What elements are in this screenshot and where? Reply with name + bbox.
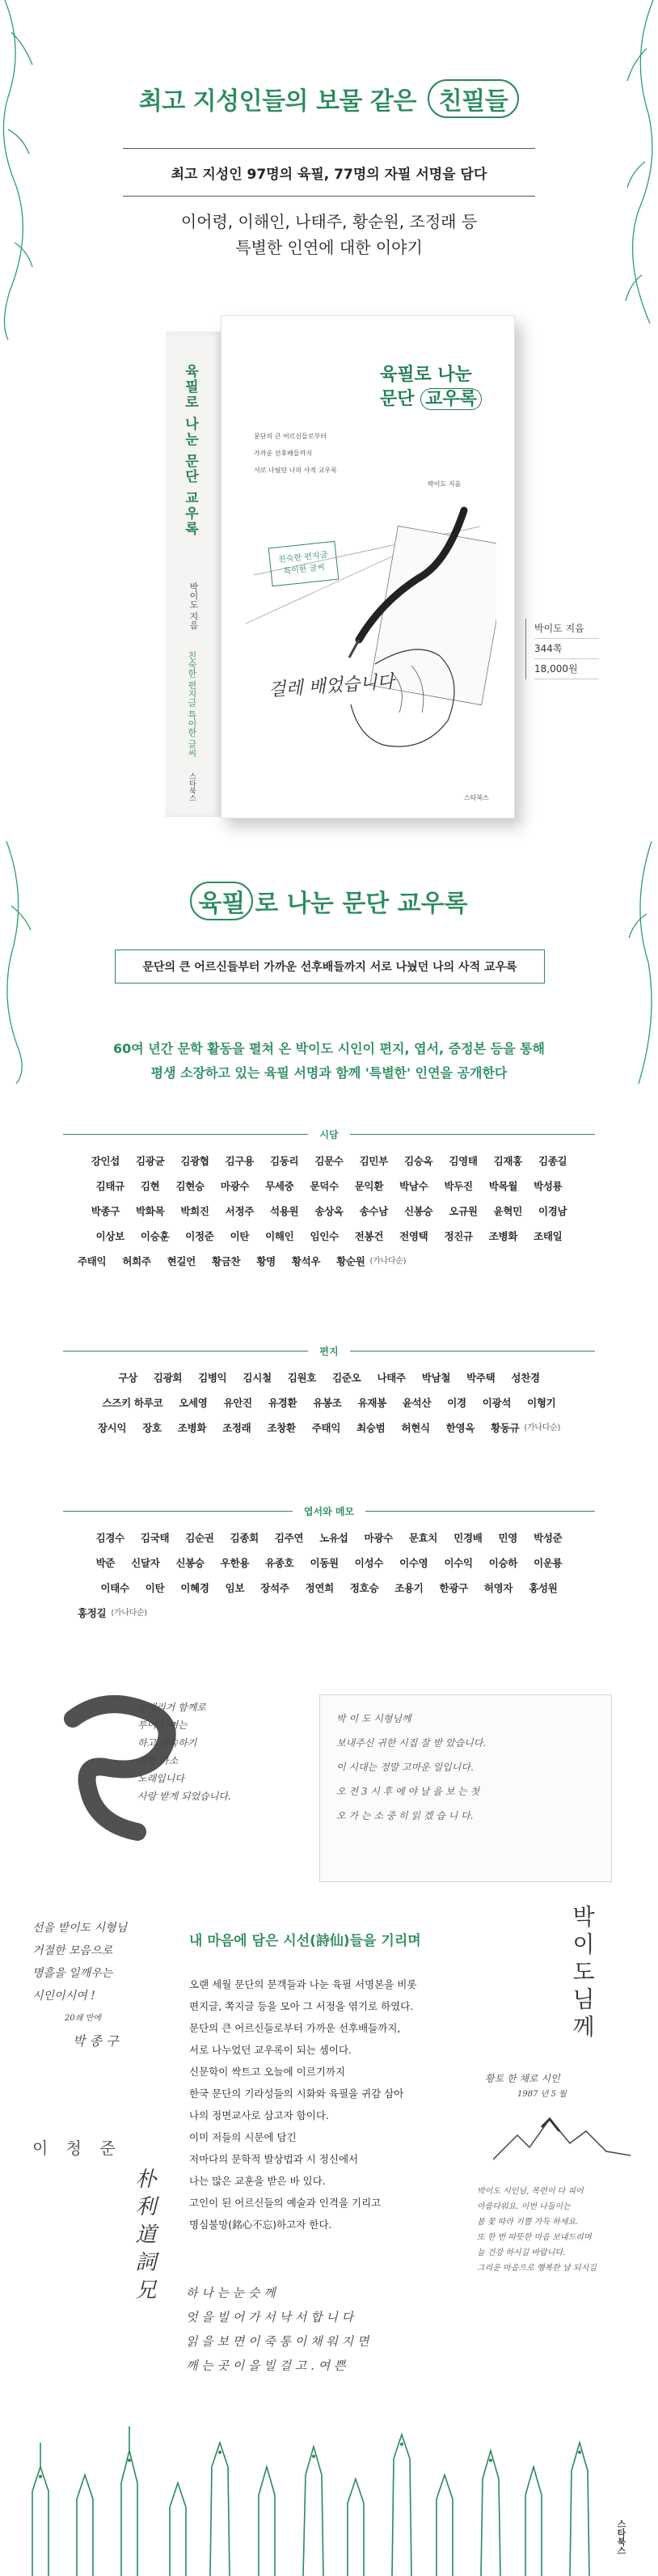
cover-title-line-2 [380, 387, 482, 412]
handwritten-note-right [485, 2071, 567, 2103]
name: 문익환 [354, 1180, 384, 1192]
name: 유봉조 [313, 1397, 342, 1409]
name: 황순원 [336, 1255, 365, 1267]
name: 김문수 [314, 1155, 344, 1167]
category-title: 시담 [308, 1129, 349, 1140]
name: 이형기 [527, 1397, 556, 1409]
name: 이성수 [354, 1557, 384, 1569]
stamp-line: 친숙한 편지글 [277, 550, 328, 565]
subtitle-line-2: 특별한 인연에 대한 이야기 [235, 238, 423, 257]
letter-line: 오 가 는 소 중 히 읽 겠 습 니 다. [336, 1810, 474, 1821]
name: 성찬경 [511, 1372, 540, 1384]
dedication-line: 선을 받이도 시형님 [32, 1922, 128, 1935]
name: 김승옥 [403, 1155, 433, 1167]
dedication-line: 20쇄 만에 [65, 2014, 101, 2023]
info-price: 18,000원 [534, 659, 599, 679]
letter-line: 보내주신 귀한 시집 잘 받 았습니다. [336, 1737, 487, 1749]
name: 김민부 [359, 1155, 388, 1167]
note-line: 읽 을 보 면 이 죽 통 이 채 워 지 면 [186, 2334, 369, 2349]
name: 송수남 [359, 1205, 388, 1217]
brush-signature-left: 朴 利 道 詞 兄 [132, 2168, 156, 2300]
spine-tagline: 친숙한 편지글 특이한 글씨 [187, 651, 197, 758]
stamp-line: 특이한 글씨 [283, 563, 326, 577]
note-line: 깨 는 곳 이 을 빌 걸 고 . 여 쁜 [186, 2358, 346, 2373]
name-row [63, 1199, 595, 1224]
cover-title-circled: 교우록 [420, 388, 482, 410]
pen-hand-illustration [238, 478, 496, 769]
cover-description [254, 428, 337, 479]
name: 홍정길 [78, 1607, 107, 1619]
note-line: 1987 년 5 월 [517, 2090, 567, 2099]
name: 이승훈 [140, 1230, 170, 1242]
name: 김현 [140, 1180, 160, 1192]
name: 허영자 [483, 1582, 513, 1594]
letter-manuscript-center [319, 1694, 612, 1882]
name: 이동원 [310, 1557, 339, 1569]
name: 김시철 [243, 1372, 272, 1384]
essay-line: 나는 많은 교훈을 받은 바 있다. [189, 2175, 326, 2187]
signature-right-vertical: 박이도님께 [569, 1905, 596, 2042]
category-sidam [63, 1126, 595, 1274]
name: 나태주 [377, 1372, 406, 1384]
name: 황석우 [291, 1255, 321, 1267]
name: 박목월 [488, 1180, 518, 1192]
name: 장호 [142, 1422, 162, 1434]
name-row [63, 1224, 595, 1249]
headline-text: 최고 지성인들의 보물 같은 [138, 87, 424, 116]
spine-title: 육필로 나눈 문단 교우록 [182, 364, 198, 537]
name: 조태일 [534, 1230, 563, 1242]
name: 유안진 [223, 1397, 252, 1409]
sort-note: (가나다순) [524, 1423, 561, 1432]
sort-note: (가나다순) [369, 1257, 407, 1266]
name: 강인섭 [91, 1155, 120, 1167]
name: 홍성원 [529, 1582, 558, 1594]
name: 오규원 [449, 1205, 478, 1217]
name: 스즈키 하루코 [102, 1397, 163, 1409]
fountain-pens-illustration [0, 2418, 658, 2576]
name: 임보 [225, 1582, 245, 1594]
name-row [63, 1390, 595, 1415]
name-row [63, 1601, 595, 1626]
info-pages: 344쪽 [534, 639, 599, 659]
name: 문효치 [408, 1532, 438, 1544]
name: 이광석 [482, 1397, 512, 1409]
headline-circled-text: 친필들 [428, 79, 519, 118]
handwritten-note-topleft: 눈내리거 함께로 투어 다며는 하고 귀속하기 고향 가소 노래입니다 사랑 받게 되었습니다. [137, 1702, 231, 1802]
category-letters [63, 1343, 595, 1440]
name: 허희주 [122, 1255, 151, 1267]
name: 박두진 [444, 1180, 473, 1192]
name: 마광수 [220, 1180, 250, 1192]
name: 박화목 [136, 1205, 165, 1217]
name: 이수익 [444, 1557, 473, 1569]
name: 박종구 [91, 1205, 120, 1217]
cover-publisher: 스타북스 [464, 794, 489, 802]
name: 김원호 [287, 1372, 317, 1384]
name: 윤혁민 [493, 1205, 522, 1217]
name: 박성준 [534, 1532, 563, 1544]
name: 황금찬 [211, 1255, 241, 1267]
name: 김주연 [274, 1532, 304, 1544]
essay-line: 명심불망(銘心不忘)하고자 한다. [189, 2219, 332, 2231]
name: 유종호 [265, 1557, 294, 1569]
right-leaf-decoration [606, 0, 658, 340]
book-spine [166, 332, 221, 817]
name: 김구용 [225, 1155, 254, 1167]
name: 이상보 [95, 1230, 124, 1242]
name: 정진규 [444, 1230, 473, 1242]
name: 이태수 [100, 1582, 129, 1594]
cover-desc-line: 서로 나눴던 나의 사적 교우록 [254, 467, 337, 474]
name: 이경남 [538, 1205, 567, 1217]
name: 박남수 [399, 1180, 428, 1192]
name: 이승하 [488, 1557, 518, 1569]
publisher-logo: 스타북스 [616, 2519, 626, 2555]
name: 민영 [498, 1532, 518, 1544]
name: 조정래 [222, 1422, 251, 1434]
section-bar: 문단의 큰 어르신들부터 가까운 선후배들까지 서로 나눴던 나의 사적 교우록 [115, 950, 545, 983]
info-author: 박이도 지음 [534, 619, 599, 639]
name: 박주택 [466, 1372, 496, 1384]
essay-line: 문단의 큰 어르신들로부터 가까운 선후배들까지, [189, 2022, 401, 2034]
essay-line: 나의 정면교사로 삼고자 함이다. [189, 2109, 329, 2121]
name: 송상옥 [314, 1205, 344, 1217]
essay-line: 이미 저들의 시문에 담긴 [189, 2131, 297, 2143]
name: 김재홍 [493, 1155, 522, 1167]
name: 허현식 [401, 1422, 430, 1434]
dedication-line: 박 종 구 [73, 2033, 119, 2049]
name: 임인수 [310, 1230, 339, 1242]
name: 마광수 [364, 1532, 393, 1544]
name: 김병익 [198, 1372, 227, 1384]
name: 이탄 [145, 1582, 165, 1594]
name: 김준오 [332, 1372, 361, 1384]
name: 노유섭 [319, 1532, 348, 1544]
section-title [0, 882, 658, 920]
section-sub-line-1: 60여 년간 문학 활동을 펼쳐 온 박이도 시인이 편지, 엽서, 증정본 등을 통해 [112, 1041, 546, 1056]
spine-publisher: 스타북스 [188, 772, 196, 802]
section-title-text: 로 나눈 문단 교우록 [255, 890, 468, 918]
headline-bar: 최고 지성인 97명의 육필, 77명의 자필 서명을 담다 [123, 148, 535, 197]
name: 전영택 [399, 1230, 428, 1242]
name-row [63, 1525, 595, 1550]
section-subtitle [0, 1037, 658, 1085]
name: 박희진 [180, 1205, 209, 1217]
name: 정연희 [305, 1582, 334, 1594]
cover-handwriting: 걸레 배었습니다 [268, 671, 395, 701]
book-mockup [166, 315, 513, 802]
name: 장시익 [97, 1422, 127, 1434]
cover-title-word: 문단 [380, 389, 421, 409]
category-title: 엽서와 메모 [293, 1506, 365, 1517]
dedication-line: 시인이시여 ! [32, 1990, 95, 2003]
cover-title [380, 363, 482, 412]
name: 이혜경 [180, 1582, 209, 1594]
category-heading [63, 1343, 595, 1359]
name: 조창환 [267, 1422, 296, 1434]
note-line: 황토 한 채로 시인 [485, 2073, 560, 2084]
subtitle-line-1: 이어령, 이해인, 나태주, 황순원, 조정래 등 [180, 212, 478, 231]
name: 신달자 [131, 1557, 160, 1569]
essay-line: 저마다의 문학적 발상법과 시 정신에서 [189, 2153, 359, 2165]
left-leaf-decoration [0, 0, 49, 340]
name: 석용원 [270, 1205, 299, 1217]
name: 이탄 [230, 1230, 250, 1242]
headline [0, 79, 658, 118]
name: 현길언 [167, 1255, 196, 1267]
cover-author: 박이도 지음 [428, 480, 462, 488]
name: 문덕수 [310, 1180, 339, 1192]
essay-title: 내 마음에 담은 시선(詩仙)들을 기리며 [189, 1933, 421, 1949]
dedication-line: 명흘을 일깨우는 [32, 1967, 113, 1980]
name: 유경환 [268, 1397, 297, 1409]
cover-stamp [268, 541, 340, 586]
signature-lee-cheongjun: 이 청 준 [32, 2138, 122, 2158]
name: 박성룡 [534, 1180, 563, 1192]
category-heading [63, 1126, 595, 1142]
name: 조용기 [394, 1582, 424, 1594]
name-row [63, 1249, 595, 1274]
name: 김순권 [185, 1532, 214, 1544]
spine-author: 박이도 지음 [188, 582, 199, 630]
cover-desc-line: 가까운 선후배들까지 [254, 450, 313, 457]
name-row [63, 1550, 595, 1576]
name: 김광균 [136, 1155, 165, 1167]
name: 이정준 [185, 1230, 214, 1242]
name: 정호승 [349, 1582, 379, 1594]
name: 조병화 [488, 1230, 518, 1242]
name: 주태익 [311, 1422, 341, 1434]
sort-note: (가나다순) [111, 1609, 147, 1618]
name: 서정주 [225, 1205, 254, 1217]
name: 신봉승 [403, 1205, 433, 1217]
cover-title-line-1: 육필로 나눈 [380, 365, 472, 385]
essay-line: 편지글, 쪽지글 등을 모아 그 서정을 엮기로 하였다. [189, 2000, 414, 2012]
name-row [63, 1415, 595, 1440]
note-line: 엇 을 빌 어 가 서 낙 서 합 니 다 [186, 2310, 354, 2324]
name: 김영태 [449, 1155, 478, 1167]
name: 우한용 [220, 1557, 250, 1569]
name: 전봉건 [354, 1230, 384, 1242]
name: 유재봉 [357, 1397, 386, 1409]
name-row [63, 1174, 595, 1199]
headline-subtitle [0, 209, 658, 260]
name: 김현승 [175, 1180, 205, 1192]
name: 한영옥 [445, 1422, 475, 1434]
cover-desc-line: 문단의 큰 어르신들로부터 [254, 433, 327, 440]
essay-line: 오랜 세월 문단의 문객들과 나눈 육필 서명본을 비롯 [189, 1978, 417, 1990]
name: 한광구 [439, 1582, 468, 1594]
name: 박남철 [421, 1372, 451, 1384]
essay-body [189, 1973, 464, 2235]
name: 윤석산 [402, 1397, 432, 1409]
handwritten-letter-right: 박이도 시인님, 목련이 다 피어 아름다워요. 이번 나들이는 봄 꽃 따라 기쁨 가득 하세요. 또 한 번 따뜻한 마음 보내드리며 늘 건강 하시길 바랍니다. 그리운 마음으로 행복한 날 되시길 [477, 2187, 597, 2273]
letter-line: 이 시대는 정말 고마운 일입니다. [336, 1762, 474, 1773]
book-cover [221, 315, 515, 818]
name: 민경배 [453, 1532, 483, 1544]
name: 이수영 [399, 1557, 428, 1569]
name: 김태규 [95, 1180, 124, 1192]
note-line: 하 나 는 눈 슷 께 [186, 2286, 276, 2300]
name: 김광협 [180, 1155, 209, 1167]
name: 최승범 [356, 1422, 386, 1434]
name: 김광회 [153, 1372, 183, 1384]
name-row [63, 1576, 595, 1601]
handwritten-dedication-left [32, 1917, 127, 2053]
name: 이해인 [265, 1230, 294, 1242]
letter-line: 박 이 도 시형님께 [336, 1713, 411, 1724]
name: 황명 [256, 1255, 276, 1267]
section-sub-line-2: 평생 소장하고 있는 육필 서명과 함께 '특별한' 인연을 공개한다 [150, 1065, 508, 1081]
name: 무세중 [265, 1180, 294, 1192]
handwritten-note-bottom [186, 2281, 369, 2378]
name: 김동리 [270, 1155, 299, 1167]
essay-line: 서로 나누었던 교우록이 되는 셈이다. [189, 2044, 352, 2056]
name: 김국태 [140, 1532, 170, 1544]
category-title: 편지 [308, 1346, 349, 1357]
essay-line: 신문학이 싹트고 오늘에 이르기까지 [189, 2066, 346, 2078]
name: 김종길 [538, 1155, 567, 1167]
ink-mountain-drawing [493, 2111, 631, 2168]
name: 신봉승 [175, 1557, 205, 1569]
name: 이경 [447, 1397, 466, 1409]
name: 김종회 [230, 1532, 259, 1544]
name: 김경수 [95, 1532, 124, 1544]
name: 오세영 [179, 1397, 208, 1409]
category-heading [63, 1503, 595, 1519]
name: 이운룡 [534, 1557, 563, 1569]
category-postcards [63, 1503, 595, 1626]
name: 조병화 [177, 1422, 207, 1434]
name: 황동규 [491, 1422, 520, 1434]
name: 구상 [118, 1372, 137, 1384]
letter-line: 오 전 3 시 후 에 야 날 을 보 는 첫 [336, 1786, 480, 1797]
name: 박준 [95, 1557, 116, 1569]
name-row [63, 1148, 595, 1174]
name: 장석주 [260, 1582, 289, 1594]
name-row [63, 1365, 595, 1390]
essay-line: 한국 문단의 기라성들의 시화와 육필을 귀감 삼아 [189, 2087, 404, 2100]
section-title-circled: 육필 [190, 882, 253, 920]
essay-line: 고인이 된 어르신들의 예술과 인격을 기리고 [189, 2197, 382, 2209]
dedication-line: 거절한 모음으로 [32, 1944, 113, 1957]
name: 주태익 [78, 1255, 107, 1267]
book-info [525, 619, 599, 679]
